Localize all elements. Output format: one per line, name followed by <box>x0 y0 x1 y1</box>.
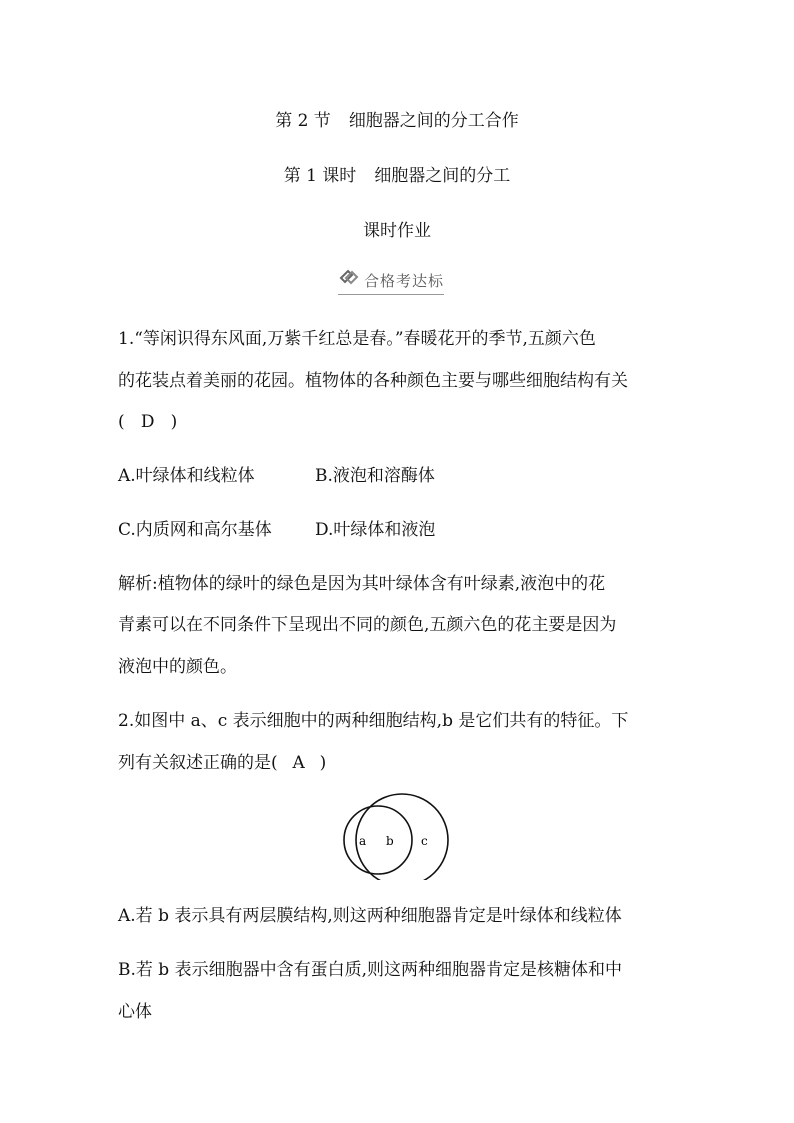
q2-option-b-line-2: 心体 <box>118 1002 152 1022</box>
q1-answer: ( D ) <box>118 412 178 432</box>
q1-line-2: 的花装点着美丽的花园。植物体的各种颜色主要与哪些细胞结构有关 <box>118 371 628 391</box>
q2-line-1: 2.如图中 a、c 表示细胞中的两种细胞结构,b 是它们共有的特征。下 <box>118 711 629 731</box>
q1-analysis-line-3: 液泡中的颜色。 <box>118 657 237 677</box>
lesson-name: 细胞器之间的分工 <box>374 166 511 186</box>
venn-label-c: c <box>421 834 428 848</box>
lesson-number: 第 1 课时 <box>283 166 357 186</box>
q1-option-a: A.叶绿体和线粒体 <box>118 466 255 486</box>
qualification-badge <box>338 268 444 292</box>
venn-circle-a <box>344 806 412 874</box>
section-name: 细胞器之间的分工合作 <box>348 111 519 131</box>
q2-option-b-line-1: B.若 b 表示细胞器中含有蛋白质,则这两种细胞器肯定是核糖体和中 <box>118 960 622 980</box>
venn-label-b: b <box>386 834 394 848</box>
q2-answer-letter: A <box>292 753 305 773</box>
q1-line-1: 1.“等闲识得东风面,万紫千红总是春。”春暖花开的季节,五颜六色 <box>118 329 596 349</box>
venn-label-a: a <box>359 834 367 848</box>
venn-diagram <box>340 780 452 880</box>
subtitle: 课时作业 <box>363 221 431 241</box>
q1-answer-letter: D <box>140 412 155 432</box>
section-title <box>0 106 794 131</box>
section-number: 第 2 节 <box>275 111 331 131</box>
q1-analysis-line-1: 解析:植物体的绿叶的绿色是因为其叶绿体含有叶绿素,液泡中的花 <box>118 574 606 594</box>
venn-circle-c <box>356 794 448 880</box>
q1-option-d: D.叶绿体和液泡 <box>315 520 436 540</box>
badge-label: 合格考达标 <box>364 271 445 290</box>
q1-option-c: C.内质网和高尔基体 <box>118 520 272 540</box>
q2-line-2: 列有关叙述正确的是( A ) <box>118 753 327 773</box>
link-icon <box>338 269 360 291</box>
lesson-title <box>0 161 794 186</box>
q2-option-a: A.若 b 表示具有两层膜结构,则这两种细胞器肯定是叶绿体和线粒体 <box>118 906 622 926</box>
q1-option-b: B.液泡和溶酶体 <box>315 466 435 486</box>
q1-analysis-line-2: 青素可以在不同条件下呈现出不同的颜色,五颜六色的花主要是因为 <box>118 615 617 635</box>
